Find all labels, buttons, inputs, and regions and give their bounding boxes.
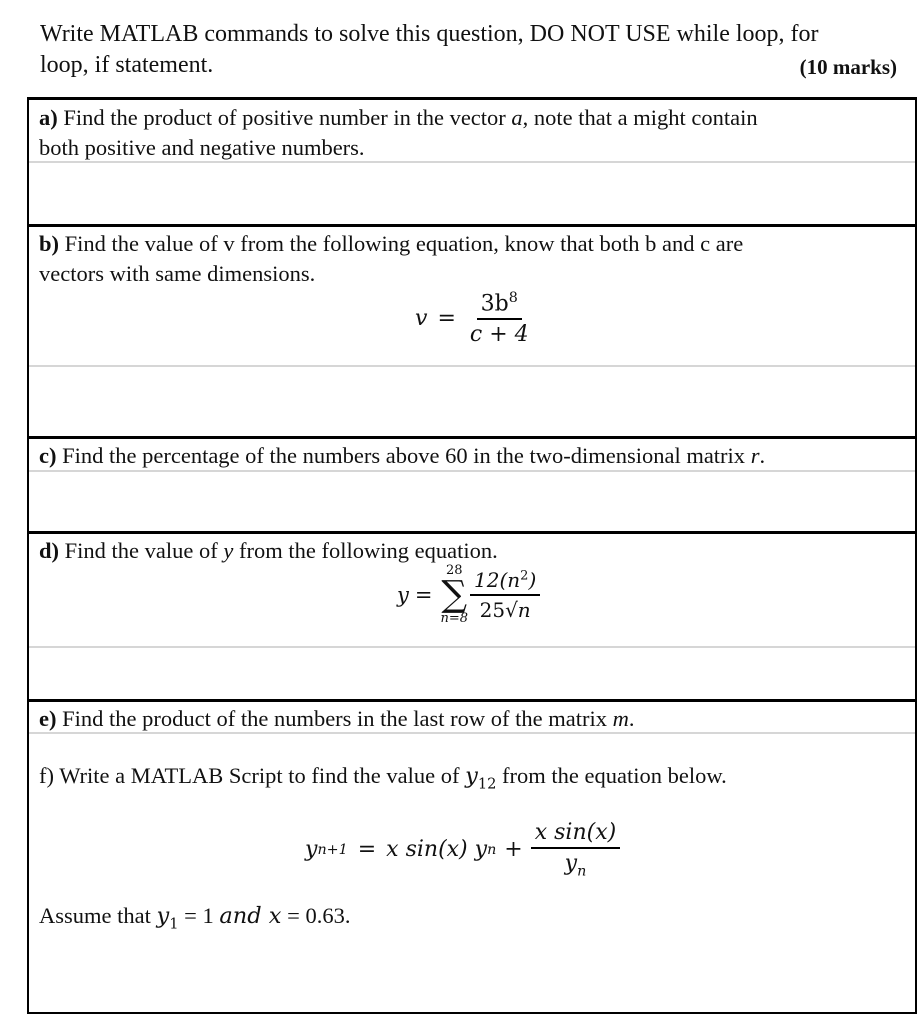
answer-area-f[interactable] xyxy=(29,935,913,1011)
instructions-line-2: loop, if statement. xyxy=(40,52,214,78)
marks-label: (10 marks) xyxy=(799,55,897,79)
answer-divider xyxy=(29,646,915,648)
question-label: c) xyxy=(39,443,57,468)
fraction: $\frac{3b^8}{c + 4}$ xyxy=(469,290,529,348)
variable: m xyxy=(612,706,629,731)
question-label: b) xyxy=(39,231,60,256)
question-label: a) xyxy=(39,105,58,130)
fraction: $\frac{\text{x sin(x)}}{y_n}$ xyxy=(531,820,620,879)
variable: r xyxy=(750,443,760,468)
equation-v: v = $\frac{3b^8}{c + 4}$ xyxy=(415,290,533,347)
fraction: $\frac{12(n^2)}{25√n}$ xyxy=(470,568,540,622)
summation-icon: 28 ∑ n=8 xyxy=(440,563,469,626)
row-divider xyxy=(27,224,917,227)
question-label: f) xyxy=(39,763,54,788)
question-e: e) Find the product of the numbers in the last row of the matrix m. xyxy=(39,706,635,731)
row-divider xyxy=(27,699,917,702)
variable: y xyxy=(465,763,478,789)
question-c: c) Find the percentage of the numbers above 60 in the two-dimensional matrix r. xyxy=(39,443,766,468)
variable: a xyxy=(511,105,523,130)
row-divider xyxy=(27,436,917,439)
equation-y-sum: y = 28 ∑ n=8 $\frac{12(n^2)}{25√n}$ xyxy=(397,564,540,626)
answer-area-b[interactable] xyxy=(29,368,913,436)
question-f: f) Write a MATLAB Script to find the value of $y_{12}$ from the equation below. xyxy=(39,763,727,793)
question-d: d) Find the value of y from the following equation. xyxy=(39,538,498,563)
row-divider xyxy=(27,97,917,100)
question-label: e) xyxy=(39,706,57,731)
variable: y xyxy=(223,538,234,563)
answer-area-d[interactable] xyxy=(29,649,913,699)
equation-recurrence: y n+1 = x sin(x) y n + $\frac{\text{x sin(x)}}{y_n}$ xyxy=(305,820,620,879)
answer-area-a[interactable] xyxy=(29,164,913,224)
question-b-line-2: vectors with same dimensions. xyxy=(39,261,316,286)
question-label: d) xyxy=(39,538,60,563)
answer-divider xyxy=(29,365,915,367)
answer-area-c[interactable] xyxy=(29,473,913,531)
question-f-assumption: Assume that $y_1 = 1$ and x = 0.63. xyxy=(39,903,351,933)
question-a: a) Find the product of positive number in the vector a, note that a might contain xyxy=(39,105,758,130)
question-a-line-2: both positive and negative numbers. xyxy=(39,135,365,160)
row-divider xyxy=(27,531,917,534)
question-b: b) Find the value of v from the following equation, know that both b and c are xyxy=(39,231,744,256)
instructions-line-1: Write MATLAB commands to solve this question, DO NOT USE while loop, for xyxy=(40,21,819,47)
